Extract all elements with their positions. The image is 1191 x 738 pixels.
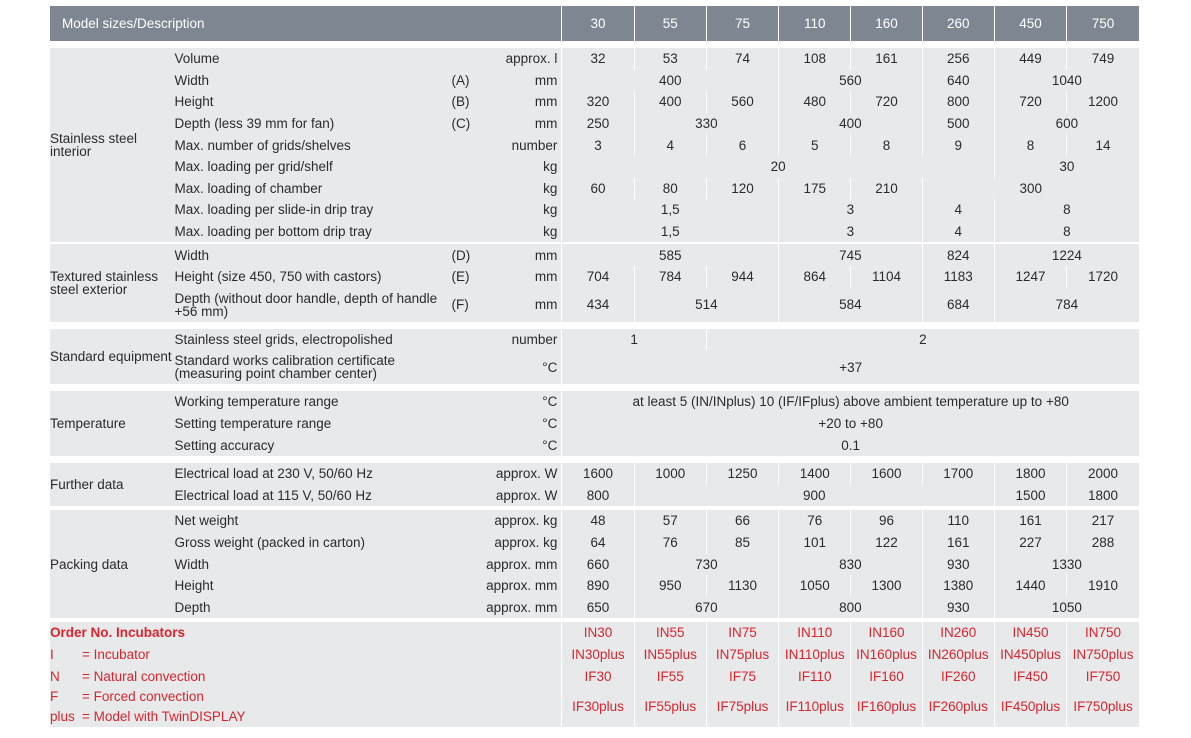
table-row — [50, 553, 1139, 575]
cell-value: 400 — [634, 91, 706, 113]
cell-value: 1247 — [994, 266, 1066, 288]
cell-value: 1 — [562, 329, 707, 351]
table-row — [50, 350, 1139, 384]
order-number: IF75 — [706, 665, 778, 687]
cell-value: 400 — [562, 70, 779, 92]
cell-value: 1104 — [851, 266, 922, 288]
order-number: IF75plus — [706, 687, 778, 727]
header-row — [50, 6, 1139, 41]
cell-value: 14 — [1067, 134, 1139, 156]
row-label: Height — [174, 91, 451, 113]
cell-value: 2 — [706, 329, 1139, 351]
cell-value: 8 — [994, 221, 1139, 243]
section-temperature: Temperature — [50, 391, 174, 456]
model-header: 750 — [1067, 6, 1139, 41]
cell-value: 1700 — [922, 463, 994, 485]
cell-value: 600 — [994, 113, 1139, 135]
model-header: 260 — [922, 6, 994, 41]
order-row — [50, 687, 1139, 727]
cell-value: 1800 — [1067, 485, 1139, 507]
cell-value: 320 — [562, 91, 634, 113]
cell-value: 122 — [851, 532, 922, 554]
row-label: Standard works calibration certificate (measuring point chamber center) — [174, 350, 451, 384]
order-number: IF750plus — [1067, 687, 1139, 727]
order-number: IN750 — [1067, 622, 1139, 644]
order-number: IF260plus — [922, 687, 994, 727]
row-label: Electrical load at 115 V, 50/60 Hz — [174, 485, 451, 507]
legend-text: = Forced convection — [82, 688, 204, 704]
cell-value: 3 — [779, 199, 923, 221]
cell-value: 0.1 — [562, 434, 1139, 456]
cell-value: 900 — [634, 485, 994, 507]
section-equipment: Standard equipment — [50, 329, 174, 385]
cell-value: 8 — [994, 199, 1139, 221]
model-header: 110 — [779, 6, 851, 41]
row-unit: °C — [472, 391, 562, 413]
cell-value: 1330 — [994, 553, 1139, 575]
cell-value: 1050 — [994, 596, 1139, 618]
table-row — [50, 266, 1139, 288]
cell-value: 32 — [562, 48, 634, 70]
section-further: Further data — [50, 463, 174, 506]
cell-value: 110 — [922, 510, 994, 532]
table-row — [50, 113, 1139, 135]
cell-value: 1200 — [1067, 91, 1139, 113]
row-label: Depth (less 39 mm for fan) — [174, 113, 451, 135]
model-header: 450 — [994, 6, 1066, 41]
cell-value: +37 — [562, 350, 1139, 384]
cell-value: 830 — [779, 553, 923, 575]
row-abc: (B) — [451, 91, 471, 113]
cell-value: 1600 — [851, 463, 922, 485]
cell-value: 720 — [851, 91, 922, 113]
cell-value: 108 — [779, 48, 851, 70]
row-abc: (F) — [451, 288, 471, 322]
cell-value: 250 — [562, 113, 634, 135]
table-row — [50, 199, 1139, 221]
row-label: Volume — [174, 48, 451, 70]
row-unit: mm — [472, 288, 562, 322]
table-row — [50, 575, 1139, 597]
row-unit: approx. W — [472, 463, 562, 485]
order-number: IN30 — [562, 622, 634, 644]
cell-value: 1300 — [851, 575, 922, 597]
cell-value: 3 — [562, 134, 634, 156]
legend-key: N — [50, 668, 60, 684]
cell-value: 670 — [634, 596, 779, 618]
row-unit: mm — [472, 91, 562, 113]
cell-value: 96 — [851, 510, 922, 532]
cell-value: 5 — [779, 134, 851, 156]
order-number: IF260 — [922, 665, 994, 687]
order-title: Order No. Incubators — [50, 622, 562, 644]
cell-value: 8 — [851, 134, 922, 156]
legend-key: I — [50, 646, 54, 662]
cell-value: 6 — [706, 134, 778, 156]
cell-value: 1800 — [994, 463, 1066, 485]
table-row — [50, 463, 1139, 485]
cell-value: 640 — [922, 70, 994, 92]
order-number: IN160 — [851, 622, 922, 644]
legend-item — [50, 665, 562, 687]
row-unit: °C — [472, 413, 562, 435]
cell-value: 66 — [706, 510, 778, 532]
legend-key: F — [50, 688, 59, 704]
cell-value: 560 — [706, 91, 778, 113]
order-number: IN30plus — [562, 644, 634, 666]
row-label: Electrical load at 230 V, 50/60 Hz — [174, 463, 451, 485]
row-label: Width — [174, 553, 451, 575]
cell-value: 175 — [779, 178, 851, 200]
model-header: 55 — [634, 6, 706, 41]
cell-value: 80 — [634, 178, 706, 200]
row-unit: mm — [472, 266, 562, 288]
row-label: Gross weight (packed in carton) — [174, 532, 451, 554]
cell-value: 704 — [562, 266, 634, 288]
table-row — [50, 485, 1139, 507]
row-unit: approx. l — [472, 48, 562, 70]
cell-value: 1,5 — [562, 221, 779, 243]
cell-value: 76 — [634, 532, 706, 554]
row-unit: °C — [472, 350, 562, 384]
cell-value: 4 — [634, 134, 706, 156]
cell-value: 514 — [634, 288, 779, 322]
table-row — [50, 413, 1139, 435]
table-row — [50, 532, 1139, 554]
order-number: IF160 — [851, 665, 922, 687]
cell-value: 1600 — [562, 463, 634, 485]
cell-value: 53 — [634, 48, 706, 70]
row-abc: (E) — [451, 266, 471, 288]
cell-value: 101 — [779, 532, 851, 554]
cell-value: 1050 — [779, 575, 851, 597]
cell-value: 560 — [779, 70, 923, 92]
row-unit: approx. kg — [472, 532, 562, 554]
cell-value: 1,5 — [562, 199, 779, 221]
order-number: IF30 — [562, 665, 634, 687]
row-unit: mm — [472, 113, 562, 135]
order-number: IF160plus — [851, 687, 922, 727]
cell-value: 1130 — [706, 575, 778, 597]
row-unit: approx. kg — [472, 510, 562, 532]
row-unit: approx. W — [472, 485, 562, 507]
row-label: Working temperature range — [174, 391, 451, 413]
row-abc: (A) — [451, 70, 471, 92]
cell-value: 784 — [634, 266, 706, 288]
cell-value: 1183 — [922, 266, 994, 288]
cell-value: 890 — [562, 575, 634, 597]
order-number: IN55 — [634, 622, 706, 644]
model-header: 30 — [562, 6, 634, 41]
cell-value: 288 — [1067, 532, 1139, 554]
model-header: 160 — [851, 6, 922, 41]
row-unit: approx. mm — [472, 596, 562, 618]
order-number: IN750plus — [1067, 644, 1139, 666]
order-number: IF450 — [994, 665, 1066, 687]
cell-value: 749 — [1067, 48, 1139, 70]
table-row — [50, 434, 1139, 456]
cell-value: 1000 — [634, 463, 706, 485]
row-label: Width — [174, 70, 451, 92]
cell-value: 1400 — [779, 463, 851, 485]
cell-value: at least 5 (IN/INplus) 10 (IF/IFplus) above ambient temperature up to +80 — [562, 391, 1139, 413]
row-label: Max. loading of chamber — [174, 178, 451, 200]
order-number: IF55 — [634, 665, 706, 687]
cell-value: 161 — [994, 510, 1066, 532]
row-label: Max. loading per slide-in drip tray — [174, 199, 451, 221]
cell-value: 330 — [634, 113, 779, 135]
cell-value: 585 — [562, 244, 779, 266]
section-interior: Stainless steel interior — [50, 48, 174, 242]
table-row — [50, 70, 1139, 92]
order-number: IN450 — [994, 622, 1066, 644]
cell-value: 1224 — [994, 244, 1139, 266]
legend-item — [50, 644, 562, 666]
row-label: Max. number of grids/shelves — [174, 134, 451, 156]
row-abc: (C) — [451, 113, 471, 135]
order-number: IN260 — [922, 622, 994, 644]
cell-value: 434 — [562, 288, 634, 322]
cell-value: 480 — [779, 91, 851, 113]
cell-value: 20 — [562, 156, 995, 178]
table-row — [50, 156, 1139, 178]
table-row — [50, 48, 1139, 70]
cell-value: 784 — [994, 288, 1139, 322]
cell-value: 1440 — [994, 575, 1066, 597]
row-label: Stainless steel grids, electropolished — [174, 329, 451, 351]
order-number: IN450plus — [994, 644, 1066, 666]
cell-value: 217 — [1067, 510, 1139, 532]
cell-value: 720 — [994, 91, 1066, 113]
row-unit: kg — [472, 178, 562, 200]
cell-value: 824 — [922, 244, 994, 266]
order-number: IN260plus — [922, 644, 994, 666]
cell-value: 256 — [922, 48, 994, 70]
row-label: Height — [174, 575, 451, 597]
cell-value: 930 — [922, 596, 994, 618]
cell-value: 930 — [922, 553, 994, 575]
cell-value: 800 — [562, 485, 634, 507]
cell-value: 9 — [922, 134, 994, 156]
row-label: Net weight — [174, 510, 451, 532]
order-number: IN75plus — [706, 644, 778, 666]
order-number: IN75 — [706, 622, 778, 644]
cell-value: 300 — [922, 178, 1139, 200]
cell-value: 660 — [562, 553, 634, 575]
row-unit: number — [472, 329, 562, 351]
row-unit: kg — [472, 156, 562, 178]
row-unit: approx. mm — [472, 575, 562, 597]
cell-value: 684 — [922, 288, 994, 322]
order-number: IF110plus — [779, 687, 851, 727]
cell-value: 950 — [634, 575, 706, 597]
cell-value: 400 — [779, 113, 923, 135]
cell-value: 120 — [706, 178, 778, 200]
order-number: IN160plus — [851, 644, 922, 666]
cell-value: 2000 — [1067, 463, 1139, 485]
legend-item — [50, 687, 562, 727]
cell-value: 1250 — [706, 463, 778, 485]
cell-value: 161 — [922, 532, 994, 554]
order-number: IN110 — [779, 622, 851, 644]
cell-value: 85 — [706, 532, 778, 554]
cell-value: 210 — [851, 178, 922, 200]
section-exterior: Textured stainless steel exterior — [50, 244, 174, 321]
cell-value: 584 — [779, 288, 923, 322]
legend-text: = Incubator — [82, 646, 150, 662]
legend-key: plus — [50, 708, 75, 724]
table-row — [50, 391, 1139, 413]
cell-value: 1380 — [922, 575, 994, 597]
cell-value: 4 — [922, 199, 994, 221]
specs-table — [50, 6, 1139, 727]
row-unit: kg — [472, 199, 562, 221]
cell-value: 800 — [779, 596, 923, 618]
order-number: IF55plus — [634, 687, 706, 727]
row-label: Setting accuracy — [174, 434, 451, 456]
cell-value: 57 — [634, 510, 706, 532]
cell-value: 8 — [994, 134, 1066, 156]
cell-value: 1910 — [1067, 575, 1139, 597]
cell-value: 1720 — [1067, 266, 1139, 288]
cell-value: 500 — [922, 113, 994, 135]
cell-value: 227 — [994, 532, 1066, 554]
section-packing: Packing data — [50, 510, 174, 618]
order-number: IF30plus — [562, 687, 634, 727]
cell-value: 161 — [851, 48, 922, 70]
order-number: IN55plus — [634, 644, 706, 666]
cell-value: 800 — [922, 91, 994, 113]
table-row — [50, 178, 1139, 200]
cell-value: 4 — [922, 221, 994, 243]
cell-value: 60 — [562, 178, 634, 200]
cell-value: +20 to +80 — [562, 413, 1139, 435]
order-number: IF750 — [1067, 665, 1139, 687]
order-row — [50, 665, 1139, 687]
table-row — [50, 134, 1139, 156]
cell-value: 76 — [779, 510, 851, 532]
cell-value: 449 — [994, 48, 1066, 70]
cell-value: 3 — [779, 221, 923, 243]
order-row — [50, 644, 1139, 666]
table-row — [50, 329, 1139, 351]
legend-text: = Model with TwinDISPLAY — [82, 708, 246, 724]
model-header: 75 — [706, 6, 778, 41]
order-number: IF450plus — [994, 687, 1066, 727]
table-row — [50, 221, 1139, 243]
row-unit: mm — [472, 70, 562, 92]
header-description: Model sizes/Description — [50, 6, 562, 41]
order-number: IF110 — [779, 665, 851, 687]
row-unit: kg — [472, 221, 562, 243]
row-label: Width — [174, 244, 451, 266]
order-row — [50, 622, 1139, 644]
row-label: Depth — [174, 596, 451, 618]
legend-text: = Natural convection — [82, 668, 206, 684]
row-unit: number — [472, 134, 562, 156]
table-row — [50, 244, 1139, 266]
row-label: Setting temperature range — [174, 413, 451, 435]
table-row — [50, 596, 1139, 618]
order-number: IN110plus — [779, 644, 851, 666]
cell-value: 1040 — [994, 70, 1139, 92]
row-unit: approx. mm — [472, 553, 562, 575]
table-row — [50, 288, 1139, 322]
cell-value: 48 — [562, 510, 634, 532]
row-unit: °C — [472, 434, 562, 456]
row-label: Max. loading per grid/shelf — [174, 156, 451, 178]
cell-value: 30 — [994, 156, 1139, 178]
cell-value: 650 — [562, 596, 634, 618]
cell-value: 745 — [779, 244, 923, 266]
row-unit: mm — [472, 244, 562, 266]
row-label: Height (size 450, 750 with castors) — [174, 266, 451, 288]
cell-value: 74 — [706, 48, 778, 70]
table-row — [50, 91, 1139, 113]
row-label: Max. loading per bottom drip tray — [174, 221, 451, 243]
cell-value: 730 — [634, 553, 779, 575]
cell-value: 944 — [706, 266, 778, 288]
row-label: Depth (without door handle, depth of handle +56 mm) — [174, 288, 451, 322]
table-row — [50, 510, 1139, 532]
row-abc: (D) — [451, 244, 471, 266]
cell-value: 864 — [779, 266, 851, 288]
cell-value: 64 — [562, 532, 634, 554]
cell-value: 1500 — [994, 485, 1066, 507]
